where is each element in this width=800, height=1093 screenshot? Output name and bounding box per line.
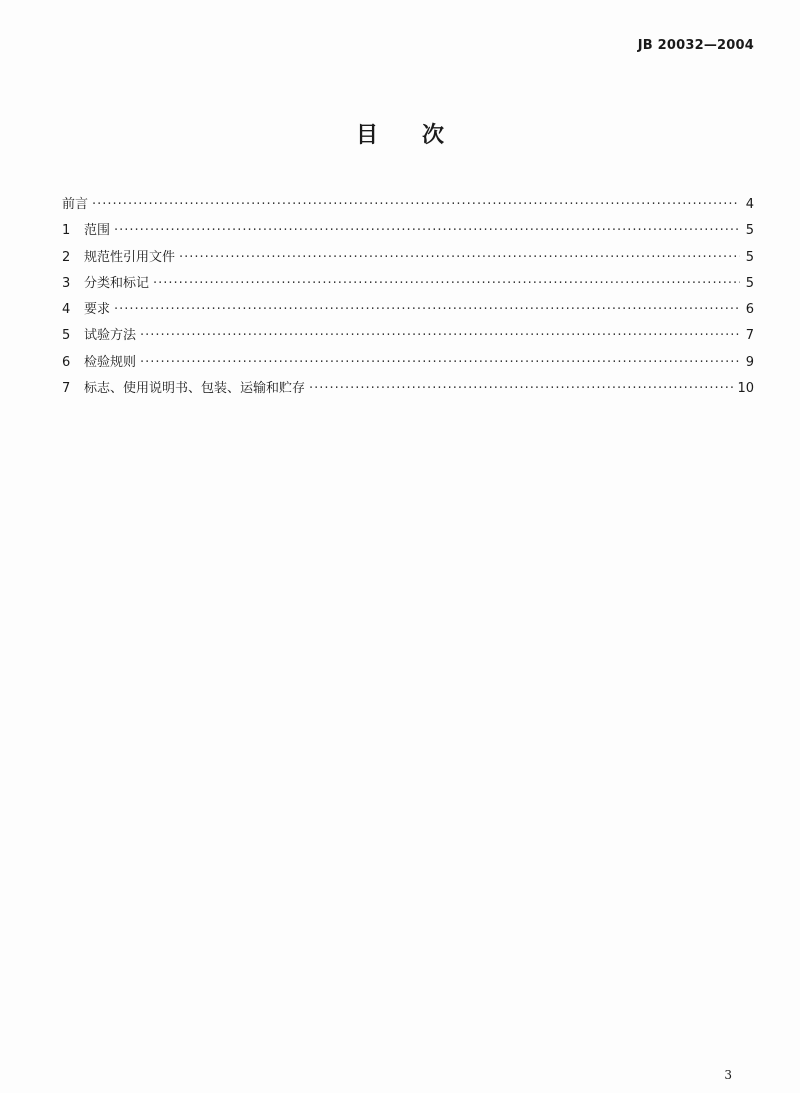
toc-entry[interactable] — [62, 246, 754, 272]
toc-title: 目次 — [355, 123, 488, 148]
toc-entry-page: 5 — [745, 223, 754, 239]
toc-leader-dots — [140, 328, 740, 343]
toc-entry-number: 6 — [62, 354, 71, 370]
toc-entry-number: 3 — [62, 275, 71, 291]
toc-leader-dots — [153, 276, 740, 291]
table-of-contents — [62, 193, 754, 403]
page-number: 3 — [724, 1068, 732, 1082]
toc-entry-number: 7 — [62, 381, 71, 397]
toc-entry-number: 1 — [62, 223, 71, 239]
toc-leader-dots — [114, 302, 740, 317]
toc-entry-title: 前言 — [62, 197, 89, 212]
toc-leader-dots — [114, 223, 740, 238]
toc-entry[interactable] — [62, 324, 754, 350]
toc-entry[interactable] — [62, 219, 754, 245]
toc-entry-page: 5 — [745, 275, 754, 291]
toc-entry-title: 范围 — [84, 223, 111, 239]
toc-entry-page: 9 — [745, 354, 754, 370]
toc-leader-dots — [309, 381, 733, 396]
toc-entry[interactable] — [62, 298, 754, 324]
standard-code: JB 20032—2004 — [637, 38, 754, 53]
toc-entry-number: 2 — [62, 249, 71, 265]
toc-entry[interactable] — [62, 272, 754, 298]
toc-entry-number: 5 — [62, 328, 71, 344]
toc-entry-title: 规范性引用文件 — [84, 249, 176, 265]
toc-leader-dots — [140, 355, 740, 370]
toc-entry-title: 标志、使用说明书、包装、运输和贮存 — [84, 381, 306, 397]
toc-entry-title: 要求 — [84, 302, 111, 318]
toc-entry-page: 7 — [745, 328, 754, 344]
toc-entry-page: 10 — [737, 381, 754, 397]
toc-entry-title: 分类和标记 — [84, 275, 150, 291]
toc-entry-number: 4 — [62, 302, 71, 318]
toc-entry-page: 4 — [745, 197, 754, 212]
toc-entry-title: 检验规则 — [84, 354, 137, 370]
toc-entry-page: 5 — [745, 249, 754, 265]
toc-entry-page: 6 — [745, 302, 754, 318]
toc-entry[interactable] — [62, 351, 754, 377]
toc-entry[interactable] — [62, 193, 754, 219]
toc-entry-title: 试验方法 — [84, 328, 137, 344]
toc-leader-dots — [92, 197, 740, 212]
toc-leader-dots — [179, 250, 740, 265]
toc-entry[interactable] — [62, 377, 754, 403]
